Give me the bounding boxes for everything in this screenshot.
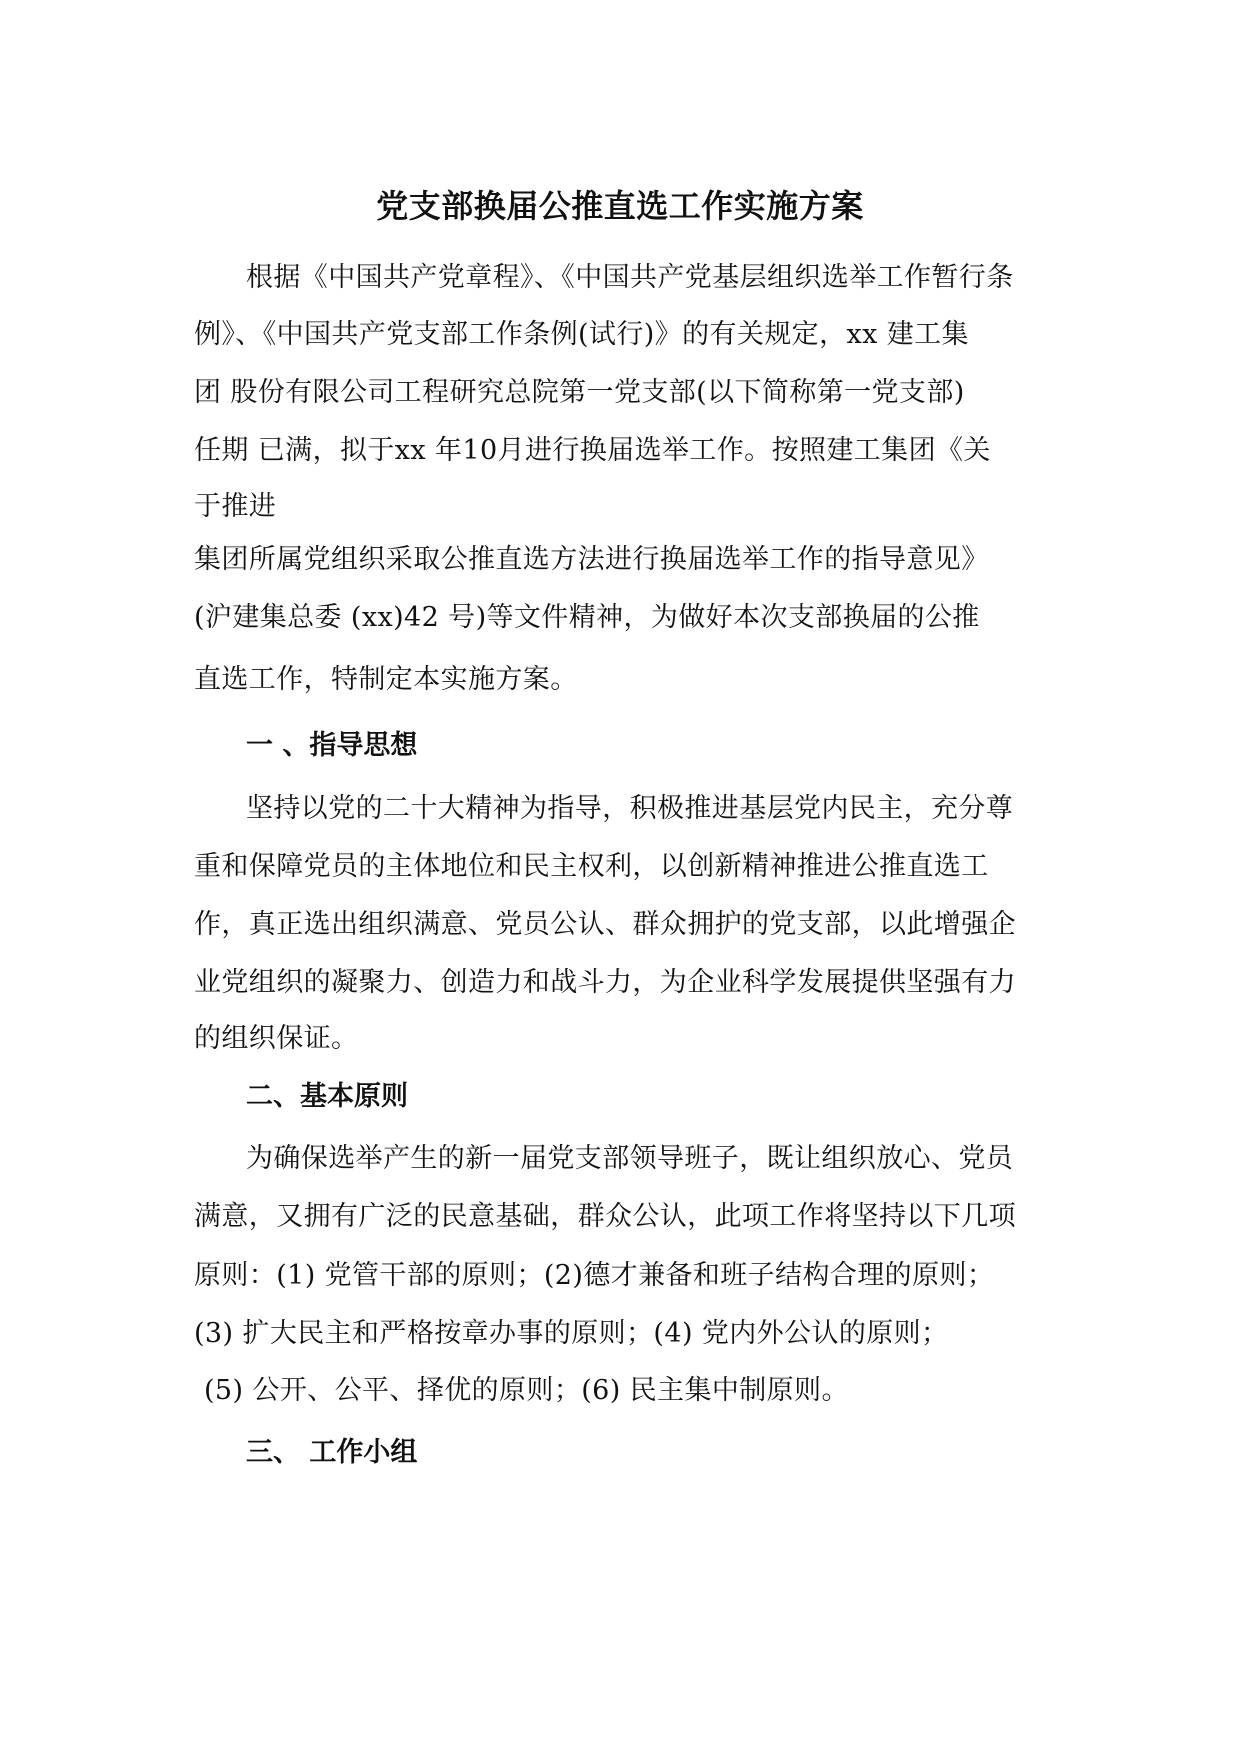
section-heading-working-group: 三、 工作小组 xyxy=(246,1437,418,1468)
section-heading-guiding-thought: 一 、指导思想 xyxy=(246,730,418,761)
intro-line-8: 直选工作，特制定本实施方案。 xyxy=(194,664,578,695)
section-1-line-2: 重和保障党员的主体地位和民主权利，以创新精神推进公推直选工 xyxy=(194,851,989,882)
intro-line-7: (沪建集总委 (xx)42 号)等文件精神，为做好本次支部换届的公推 xyxy=(194,602,980,633)
intro-line-6: 集团所属党组织采取公推直选方法进行换届选举工作的指导意见》 xyxy=(194,544,989,575)
section-heading-basic-principles: 二、基本原则 xyxy=(246,1081,408,1112)
section-1-line-4: 业党组织的凝聚力、创造力和战斗力，为企业科学发展提供坚强有力 xyxy=(194,967,1016,998)
intro-line-1: 根据《中国共产党章程》、《中国共产党基层组织选举工作暂行条 xyxy=(246,262,1014,293)
document-title: 党支部换届公推直选工作实施方案 xyxy=(376,187,864,225)
intro-line-2: 例》、《中国共产党支部工作条例(试行)》的有关规定，xx 建工集 xyxy=(194,319,969,350)
section-2-line-2: 满意，又拥有广泛的民意基础，群众公认，此项工作将坚持以下几项 xyxy=(194,1201,1016,1232)
section-2-line-5: (5) 公开、公平、择优的原则；(6) 民主集中制原则。 xyxy=(204,1375,849,1406)
section-1-line-3: 作，真正选出组织满意、党员公认、群众拥护的党支部，以此增强企 xyxy=(194,909,1016,940)
section-2-line-4: (3) 扩大民主和严格按章办事的原则；(4) 党内外公认的原则； xyxy=(194,1318,949,1349)
section-1-line-1: 坚持以党的二十大精神为指导，积极推进基层党内民主，充分尊 xyxy=(246,793,1014,824)
section-2-line-1: 为确保选举产生的新一届党支部领导班子，既让组织放心、党员 xyxy=(246,1143,1014,1174)
intro-line-3: 团 股份有限公司工程研究总院第一党支部(以下简称第一党支部) xyxy=(194,377,965,408)
section-2-line-3: 原则：(1) 党管干部的原则；(2)德才兼备和班子结构合理的原则； xyxy=(194,1260,995,1291)
section-1-line-5: 的组织保证。 xyxy=(194,1023,359,1054)
intro-line-5: 于推进 xyxy=(194,491,277,522)
intro-line-4: 任期 已满，拟于xx 年10月进行换届选举工作。按照建工集团《关 xyxy=(194,435,991,466)
